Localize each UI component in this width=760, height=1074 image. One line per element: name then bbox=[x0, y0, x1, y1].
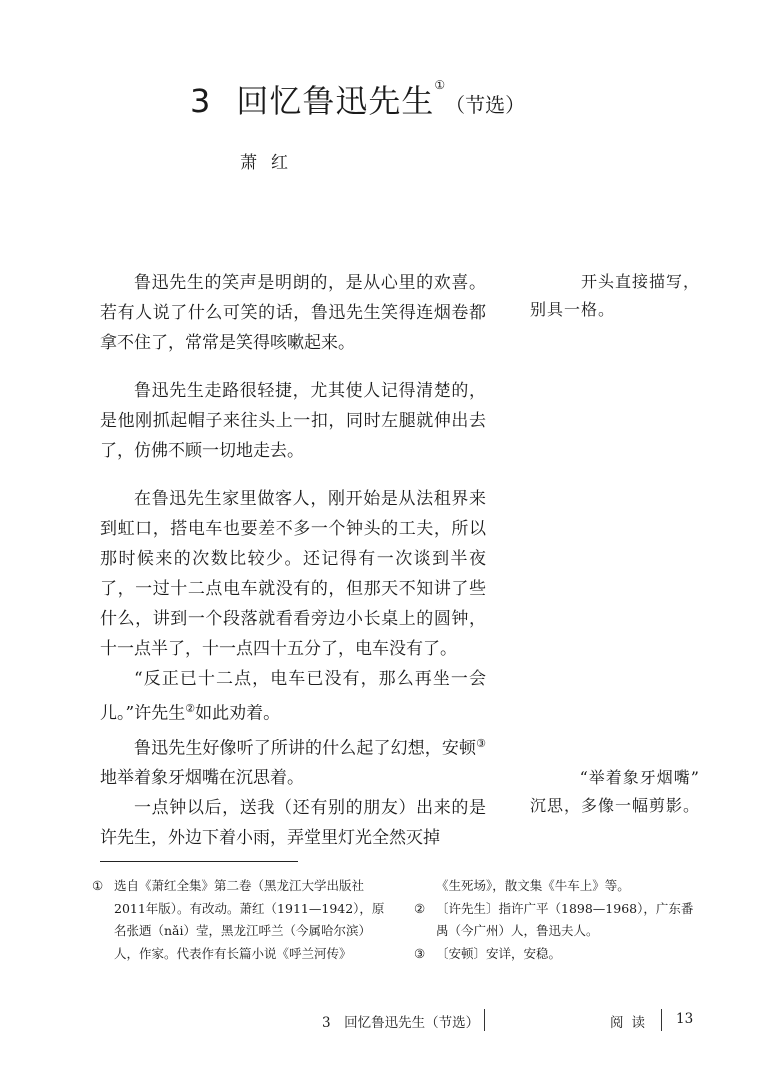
author-name: 萧红 bbox=[240, 153, 302, 173]
footnote-1: ① 选自《萧红全集》第二卷（黑龙江大学出版社2011年版）。有改动。萧红（1911—1942），原名张迺（nǎi）莹，黑龙江呼兰（今属哈尔滨）人，作家。代表作有长篇小说《呼兰河传》 bbox=[92, 878, 385, 961]
footnote-1-continued: 《生死场》，散文集《牛车上》等。 bbox=[436, 878, 630, 893]
paragraph-text: 一点钟以后，送我（还有别的朋友）出来的是许先生，外边下着小雨，弄堂里灯光全然灭掉 bbox=[100, 798, 486, 849]
paragraph-text: 鲁迅先生好像听了所讲的什么起了幻想，安顿③地举着象牙烟嘴在沉思着。 bbox=[100, 736, 486, 789]
body-paragraph-1 bbox=[100, 268, 486, 358]
margin-note-2: “举着象牙烟嘴” 沉思，多像一幅剪影。 bbox=[530, 768, 701, 815]
paragraph-text: 鲁迅先生的笑声是明朗的，是从心里的欢喜。若有人说了什么可笑的话，鲁迅先生笑得连烟卷都拿不住了，常常是笑得咳嗽起来。 bbox=[100, 273, 486, 353]
paragraph-dialogue: “反正已十二点，电车已没有，那么再坐一会儿。”许先生②如此劝着。 bbox=[100, 669, 486, 724]
paragraph-text: 在鲁迅先生家里做客人，刚开始是从法租界来到虹口，搭电车也要差不多一个钟头的工夫，所以那时候来的次数比较少。还记得有一次谈到半夜了，一过十二点电车就没有的，但那天不知讲了些什么，讲到一个段落就看看旁边小长桌上的圆钟，十一点半了，十一点四十五分了，电车没有了。 bbox=[100, 489, 486, 659]
footnote-column-right bbox=[414, 875, 704, 965]
footnote-divider bbox=[100, 861, 298, 862]
lesson-subtitle: （节选） bbox=[445, 93, 526, 117]
footer-divider bbox=[661, 1009, 662, 1031]
footer-lesson-title: 3 回忆鲁迅先生（节选） bbox=[322, 1015, 480, 1031]
footnote-column-left bbox=[92, 875, 392, 965]
footer-divider bbox=[484, 1009, 485, 1031]
page-number: 13 bbox=[676, 1011, 694, 1027]
body-paragraph-2 bbox=[100, 376, 486, 466]
footnote-ref-3[interactable]: ③ bbox=[476, 736, 486, 750]
footnote-3: ③ 〔安顿〕安详，安稳。 bbox=[414, 945, 562, 961]
footnote-2: ② 〔许先生〕指许广平（1898—1968），广东番禺（今广州）人，鲁迅夫人。 bbox=[414, 900, 694, 938]
lesson-title bbox=[190, 76, 525, 122]
lesson-number: 3 bbox=[190, 82, 211, 120]
lesson-title-text: 回忆鲁迅先生 bbox=[236, 82, 435, 120]
footnote-ref-1[interactable]: ① bbox=[434, 78, 446, 92]
body-paragraph-group bbox=[100, 484, 486, 853]
paragraph-text: 鲁迅先生走路很轻捷，尤其使人记得清楚的，是他刚抓起帽子来往头上一扣，同时左腿就伸出去了，仿佛不顾一切地走去。 bbox=[100, 381, 486, 461]
margin-note-1: 开头直接描写， 别具一格。 bbox=[530, 272, 700, 319]
footer-section-label: 阅读 bbox=[610, 1015, 653, 1031]
footnote-ref-2[interactable]: ② bbox=[185, 702, 196, 715]
